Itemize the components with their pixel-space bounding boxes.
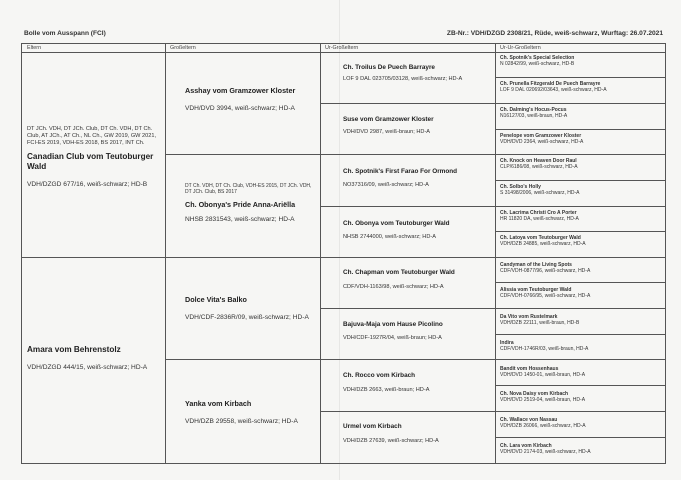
ggp-8-details: VDH/DZB 24885, weiß-schwarz, HD-A xyxy=(500,241,586,248)
ggp-2-name: Ch. Prunella Fitzgerald De Puech Barrayre xyxy=(500,81,601,87)
ggp-16-name: Ch. Lara vom Kirbach xyxy=(500,443,552,449)
grandparent-1-name: Asshay vom Gramzower Kloster xyxy=(185,86,296,95)
ggp-3-name: Ch. Dalming's Hocus-Pocus xyxy=(500,107,567,113)
registration-info: ZB-Nr.: VDH/DZGD 2308/21, Rüde, weiß-schwarz, Wurftag: 26.07.2021 xyxy=(446,30,663,37)
grandparent-4-details: VDH/DZB 29558, weiß-schwarz; HD-A xyxy=(185,418,298,425)
ggp-10-name: Alissia vom Teutoburger Wald xyxy=(500,287,572,293)
sire-titles: DT JCh. VDH, DT JCh. Club, DT Ch. VDH, DT Ch. Club, AT JCh., AT Ch., NL Ch., GW 2019, GW 2021, FCI-ES 2019, VDH-ES 2018, BS 2017, INT Ch. xyxy=(27,126,157,147)
col-header-great-grandparents: Ur-Großeltern xyxy=(325,45,359,51)
ggp-14 xyxy=(500,391,666,413)
ggp-9-details: CDF/VDH-0877/96, weiß-schwarz, HD-A xyxy=(500,268,591,275)
parent-sire xyxy=(27,126,162,254)
grandparent-2-titles: DT Ch. VDH, DT Ch. Club, VDH-ES 2015, DT JCh. VDH, DT JCh. Club, BS 2017 xyxy=(185,183,312,196)
dam-details: VDH/DZGD 444/15, weiß-schwarz; HD-A xyxy=(27,364,148,372)
ggp-3 xyxy=(500,107,666,129)
great-grandparent-7-name: Ch. Rocco vom Kirbach xyxy=(343,372,416,379)
great-grandparent-4-name: Ch. Obonya vom Teutoburger Wald xyxy=(343,220,450,227)
grandparent-3-details: VDH/CDF-2836R/09, weiß-schwarz; HD-A xyxy=(185,314,309,321)
great-grandparent-6 xyxy=(343,321,493,359)
ggp-7 xyxy=(500,210,666,232)
ggp-1-name: Ch. Spotnik's Special Selection xyxy=(500,55,575,61)
ggp-3-details: N16127/03, weiß-braun, HD-A xyxy=(500,113,568,120)
ggp-12-name: Indira xyxy=(500,340,514,346)
dog-name: Bolle vom Ausspann (FCI) xyxy=(24,30,106,37)
ggp-4-name: Penelope vom Gramzower Kloster xyxy=(500,133,582,139)
dam-name: Amara vom Behrenstolz xyxy=(27,345,121,354)
ggp-7-details: HR 11820 DA, weiß-schwarz, HD-A xyxy=(500,216,579,223)
header-rule xyxy=(22,52,665,53)
ggp-14-details: VDH/DVD 2519-04, weiß-braun, HD-A xyxy=(500,397,586,404)
grandparent-1-details: VDH/DVD 3994, weiß-schwarz; HD-A xyxy=(185,105,295,112)
great-grandparent-2 xyxy=(343,116,493,154)
ggp-2 xyxy=(500,81,666,107)
row-divider xyxy=(495,77,665,78)
ggp-9-name: Candyman of the Living Spots xyxy=(500,262,572,268)
great-grandparent-6-name: Bajuva-Maja vom Hause Picolino xyxy=(343,321,443,328)
ggp-13-details: VDH/DVD 1450-01, weiß-braun, HD-A xyxy=(500,372,586,379)
great-grandparent-4 xyxy=(343,220,493,258)
ggp-6-name: Ch. Solbo's Holly xyxy=(500,184,541,190)
sire-name: Canadian Club vom Teutoburger Wald xyxy=(27,151,154,171)
ggp-6-details: S 31498/2006, weiß-schwarz, HD-A xyxy=(500,190,580,197)
ggp-11-name: Da Vito vom Rustelmark xyxy=(500,314,558,320)
col-header-parents: Eltern xyxy=(27,45,42,51)
great-grandparent-3-details: NO37316/09, weiß-schwarz; HD-A xyxy=(343,182,429,188)
ggp-13-name: Bandit vom Hossenhaus xyxy=(500,366,559,372)
ggp-7-name: Ch. Lacrima Christi Cro A Porter xyxy=(500,210,577,216)
great-grandparent-5-details: CDF/VDH-1163/98, weiß-schwarz; HD-A xyxy=(343,284,444,290)
pedigree-table xyxy=(21,43,666,464)
great-grandparent-1 xyxy=(343,64,493,102)
great-grandparent-3 xyxy=(343,168,493,206)
ggp-9 xyxy=(500,262,666,284)
ggp-4-details: VDH/DVD 2364, weiß-schwarz, HD-A xyxy=(500,139,584,146)
ggp-4 xyxy=(500,133,666,155)
grandparent-2-details: NHSB 2831543, weiß-schwarz; HD-A xyxy=(185,215,295,223)
great-grandparent-8-name: Urmel vom Kirbach xyxy=(343,423,402,430)
grandparent-1 xyxy=(185,86,317,146)
row-divider xyxy=(495,129,665,130)
grandparent-4 xyxy=(185,399,317,459)
grandparent-2 xyxy=(185,183,317,253)
ggp-15-details: VDH/DZB 26066, weiß-schwarz, HD-A xyxy=(500,423,586,430)
ggp-1-details: N 02842/99, weiß-schwarz, HD-B xyxy=(500,61,575,68)
great-grandparent-7 xyxy=(343,372,493,410)
col-divider xyxy=(495,44,496,463)
ggp-16 xyxy=(500,443,666,464)
great-grandparent-4-details: NHSB 2744000, weiß-schwarz; HD-A xyxy=(343,234,436,240)
great-grandparent-5-name: Ch. Chapman vom Teutoburger Wald xyxy=(343,269,455,276)
ggp-10 xyxy=(500,287,666,309)
ggp-14-name: Ch. Nova Daisy vom Kirbach xyxy=(500,391,569,397)
great-grandparent-6-details: VDH/CDF-1927R/04, weiß-braun; HD-A xyxy=(343,335,442,341)
ggp-5 xyxy=(500,158,666,180)
great-grandparent-1-name: Ch. Troilus De Puech Barrayre xyxy=(343,64,435,71)
ggp-1 xyxy=(500,55,666,77)
ggp-6 xyxy=(500,184,666,206)
grandparent-3-name: Dolce Vita's Balko xyxy=(185,295,247,304)
parent-dam xyxy=(27,345,162,405)
great-grandparent-5 xyxy=(343,269,493,307)
grandparent-2-name: Ch. Obonya's Pride Anna-Ariëlla xyxy=(185,199,296,209)
ggp-5-name: Ch. Knock on Heaven Door Raul xyxy=(500,158,577,164)
great-grandparent-2-name: Suse vom Gramzower Kloster xyxy=(343,116,434,123)
ggp-12 xyxy=(500,340,666,362)
grandparent-3 xyxy=(185,295,317,355)
great-grandparent-3-name: Ch. Spotnik's First Farao For Ormond xyxy=(343,168,458,175)
great-grandparent-8-details: VDH/DZB 27639, weiß-schwarz; HD-A xyxy=(343,438,439,444)
sire-details: VDH/DZGD 677/16, weiß-schwarz; HD-B xyxy=(27,181,148,189)
ggp-15-name: Ch. Wallace von Nassau xyxy=(500,417,558,423)
row-divider xyxy=(320,206,665,207)
ggp-13 xyxy=(500,366,666,388)
ggp-15 xyxy=(500,417,666,439)
col-divider xyxy=(165,44,166,463)
ggp-8-name: Ch. Latoya vom Teutoburger Wald xyxy=(500,235,581,241)
col-header-great-great-grandparents: Ur-Ur-Großeltern xyxy=(500,45,541,51)
ggp-10-details: CDF/VDH-0766/95, weiß-schwarz, HD-A xyxy=(500,293,591,300)
ggp-2-details: LOF 9 DAL 020692/03643, weiß-schwarz, HD-A xyxy=(500,87,607,94)
grandparent-4-name: Yanka vom Kirbach xyxy=(185,399,252,408)
ggp-5-details: CLP/6186/08, weiß-schwarz, HD-A xyxy=(500,164,578,171)
great-grandparent-8 xyxy=(343,423,493,461)
great-grandparent-2-details: VDH/DVD 2987, weiß-braun; HD-A xyxy=(343,129,431,135)
ggp-12-details: CDF/VDH-1746R/03, weiß-braun, HD-A xyxy=(500,346,589,353)
great-grandparent-1-details: LOF 9 DAL 023705/03128, weiß-schwarz; HD-A xyxy=(343,76,463,82)
row-divider xyxy=(495,180,665,181)
ggp-11-details: VDH/DZB 22111, weiß-braun, HD-B xyxy=(500,320,580,327)
ggp-11 xyxy=(500,314,666,336)
ggp-16-details: VDH/DVD 2174-03, weiß-schwarz, HD-A xyxy=(500,449,591,456)
great-grandparent-7-details: VDH/DZB 2663, weiß-braun; HD-A xyxy=(343,387,430,393)
ggp-8 xyxy=(500,235,666,257)
col-divider xyxy=(320,44,321,463)
col-header-grandparents: Großeltern xyxy=(170,45,196,51)
